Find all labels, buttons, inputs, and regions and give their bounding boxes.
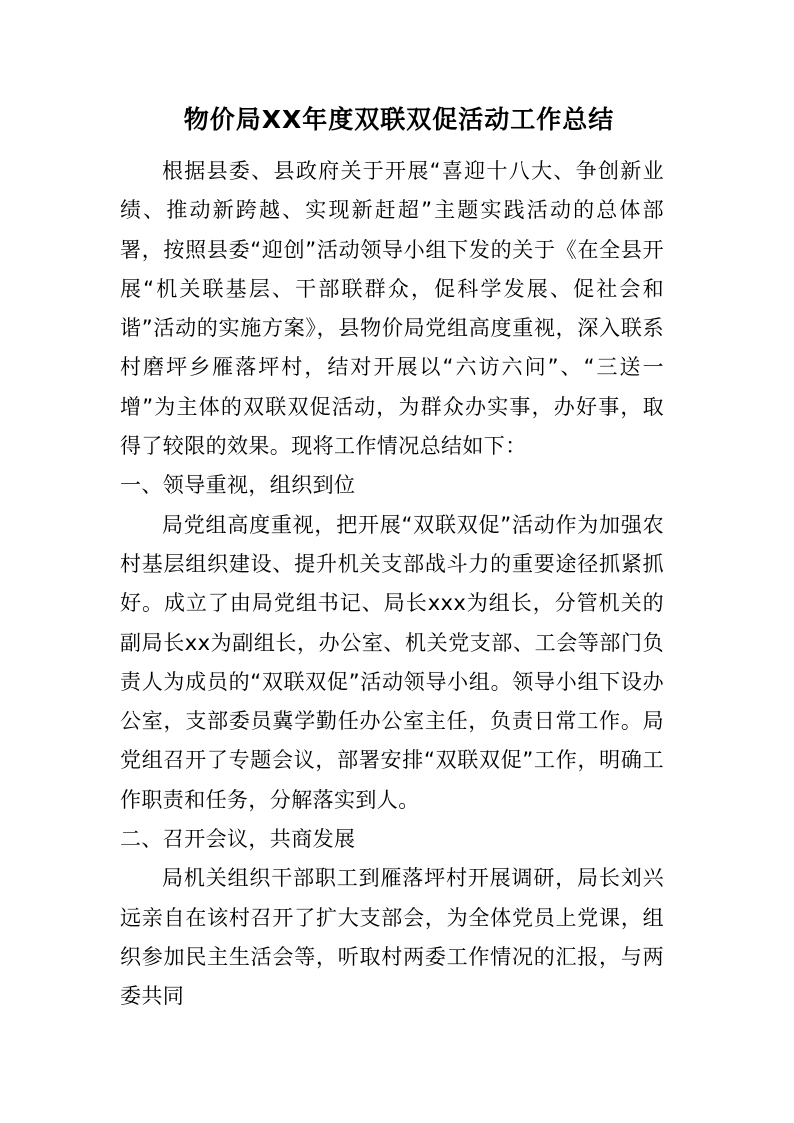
section-2-paragraph: 局机关组织干部职工到雁落坪村开展调研，局长刘兴远亲自在该村召开了扩大支部会，为全体党员上党课，组织参加民主生活会等，听取村两委工作情况的汇报，与两委共同 <box>120 866 664 1009</box>
section-heading-1: 一、领导重视，组织到位 <box>120 473 356 498</box>
document-title: 物价局XX年度双联双促活动工作总结 <box>183 105 615 134</box>
section-heading-2: 二、召开会议，共商发展 <box>120 827 356 852</box>
intro-paragraph: 根据县委、县政府关于开展“喜迎十八大、争创新业绩、推动新跨越、实现新赶超”主题实践活动的总体部署，按照县委“迎创”活动领导小组下发的关于《在全县开展“机关联基层、干部联群众，促科学发展、促社会和谐”活动的实施方案》，县物价局党组高度重视，深入联系村磨坪乡雁落坪村，结对开展以“六访六问”、“三送一增”为主体的双联双促活动，为群众办实事，办好事，取得了较限的效果。现将工作情况总结如下： <box>120 159 664 459</box>
document-body <box>120 152 664 1017</box>
section-1-paragraph: 局党组高度重视，把开展“双联双促”活动作为加强农村基层组织建设、提升机关支部战斗力的重要途径抓紧抓好。成立了由局党组书记、局长xxx为组长，分管机关的副局长xx为副组长，办公室、机关党支部、工会等部门负责人为成员的“双联双促”活动领导小组。领导小组下设办公室，支部委员冀学勤任办公室主任，负责日常工作。局党组召开了专题会议，部署安排“双联双促”工作，明确工作职责和任务，分解落实到人。 <box>120 512 664 812</box>
